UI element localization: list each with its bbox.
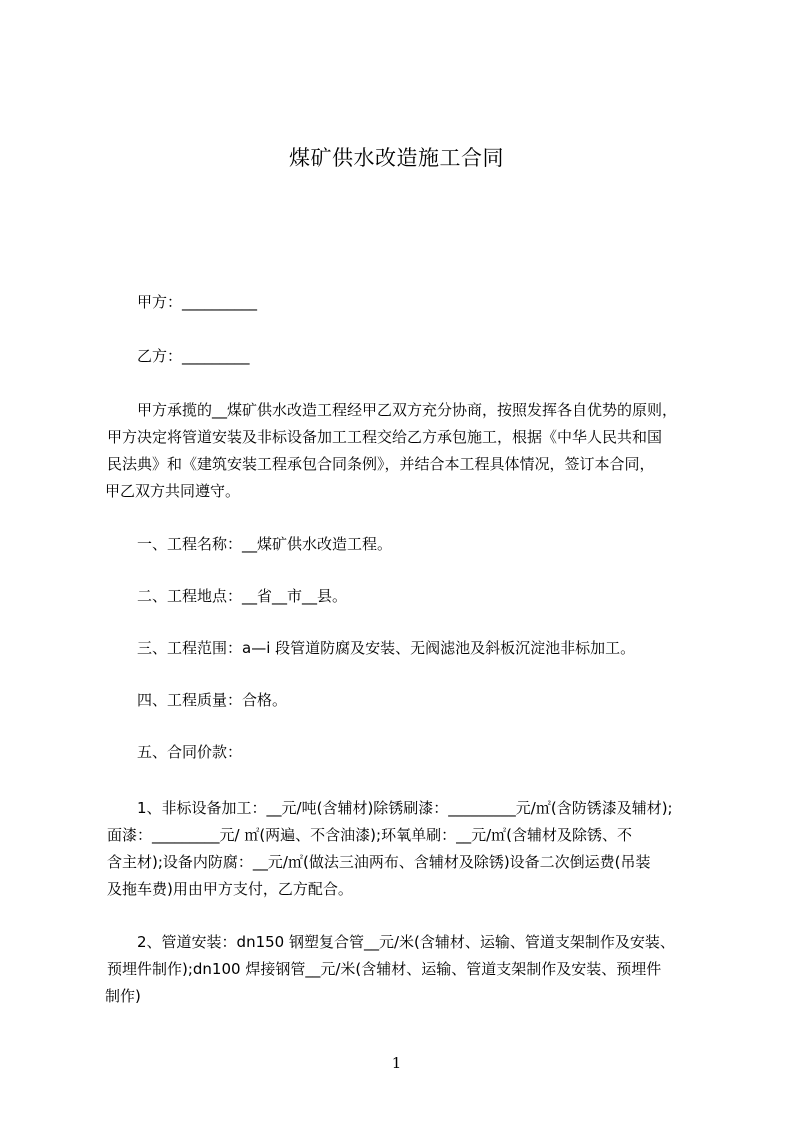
document-title: 煤矿供水改造施工合同	[289, 146, 504, 170]
party-b-line: 乙方：_________	[137, 347, 250, 365]
item2-line-2: 预埋件制作);dn100 焊接钢管__元/米(含辅材、运输、管道支架制作及安装、预埋件	[107, 960, 662, 978]
clause-project-quality: 四、工程质量：合格。	[137, 691, 288, 709]
item1-line-3: 含主材);设备内防腐：__元/㎡(做法三油两布、含辅材及除锈)设备二次倒运费(吊装	[107, 853, 651, 871]
item2-line-3: 制作)	[105, 987, 141, 1005]
page-number: 1	[391, 1054, 402, 1072]
item1-line-2: 面漆：_________元/ ㎡(两遍、不含油漆);环氧单刷：__元/㎡(含辅材及除锈、不	[107, 826, 632, 844]
intro-line-1: 甲方承揽的__煤矿供水改造工程经甲乙双方充分协商，按照发挥各自优势的原则，	[137, 401, 678, 419]
clause-project-name: 一、工程名称：__煤矿供水改造工程。	[137, 535, 393, 553]
intro-line-4: 甲乙双方共同遵守。	[105, 482, 241, 500]
clause-project-location: 二、工程地点：__省__市__县。	[137, 587, 348, 605]
intro-line-2: 甲方决定将管道安装及非标设备加工工程交给乙方承包施工，根据《中华人民共和国	[107, 428, 663, 446]
clause-project-scope: 三、工程范围：a—i 段管道防腐及安装、无阀滤池及斜板沉淀池非标加工。	[137, 639, 636, 657]
clause-contract-price: 五、合同价款：	[137, 743, 243, 761]
item1-line-1: 1、非标设备加工：__元/吨(含辅材)除锈刷漆：_________元/㎡(含防锈漆及辅材);	[137, 799, 673, 817]
intro-line-3: 民法典》和《建筑安装工程承包合同条例》，并结合本工程具体情况，签订本合同，	[107, 455, 655, 473]
party-a-line: 甲方：__________	[137, 293, 258, 311]
item2-line-1: 2、管道安装：dn150 钢塑复合管__元/米(含辅材、运输、管道支架制作及安装、	[137, 933, 675, 951]
item1-line-4: 及拖车费)用由甲方支付，乙方配合。	[107, 880, 353, 898]
